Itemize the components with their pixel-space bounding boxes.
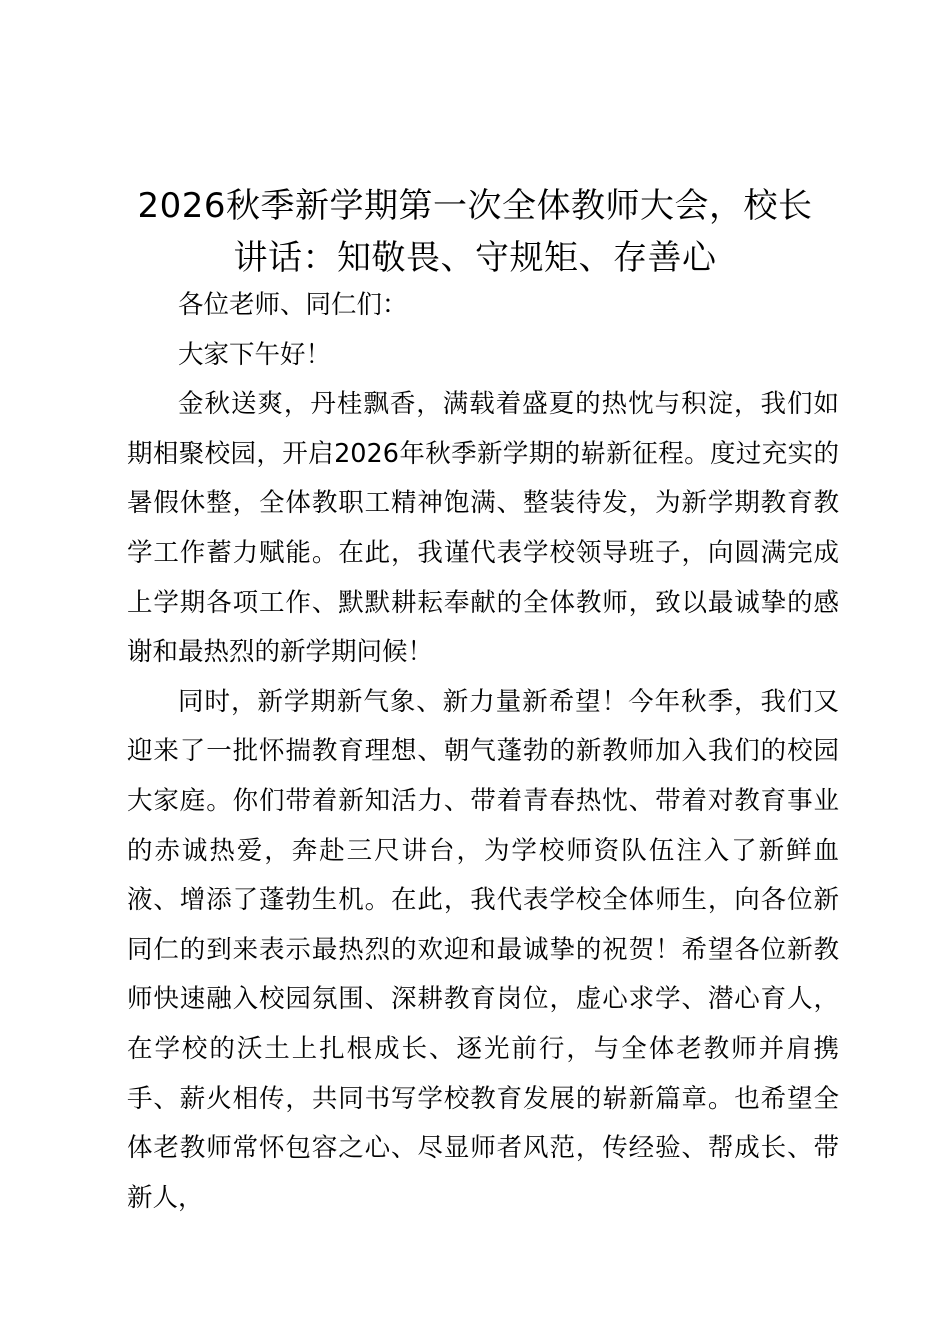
title-line-2: 讲话：知敬畏、守规矩、存善心	[233, 238, 717, 278]
document-title	[110, 180, 840, 284]
body-paragraph: 同时，新学期新气象、新力量新希望！今年秋季，我们又迎来了一批怀揣教育理想、朝气蓬勃的新教师加入我们的校园大家庭。你们带着新知活力、带着青春热忱、带着对教育事业的赤诚热爱，奔赴三尺讲台，为学校师资队伍注入了新鲜血液、增添了蓬勃生机。在此，我代表学校全体师生，向各位新同仁的到来表示最热烈的欢迎和最诚挚的祝贺！希望各位新教师快速融入校园氛围、深耕教育岗位，虚心求学、潜心育人，在学校的沃土上扎根成长、逐光前行，与全体老教师并肩携手、薪火相传，共同书写学校教育发展的崭新篇章。也希望全体老教师常怀包容之心、尽显师者风范，传经验、帮成长、带新人，	[127, 686, 839, 1213]
document-body	[127, 281, 839, 1223]
body-paragraph: 金秋送爽，丹桂飘香，满载着盛夏的热忱与积淀，我们如期相聚校园，开启2026年秋季新学期的崭新征程。度过充实的暑假休整，全体教职工精神饱满、整装待发，为新学期教育教学工作蓄力赋能。在此，我谨代表学校领导班子，向圆满完成上学期各项工作、默默耕耘奉献的全体教师，致以最诚挚的感谢和最热烈的新学期问候！	[127, 389, 839, 668]
greeting-paragraph: 大家下午好！	[178, 339, 332, 370]
salutation-paragraph: 各位老师、同仁们：	[178, 290, 408, 320]
title-line-1: 2026秋季新学期第一次全体教师大会，校长	[137, 186, 813, 226]
